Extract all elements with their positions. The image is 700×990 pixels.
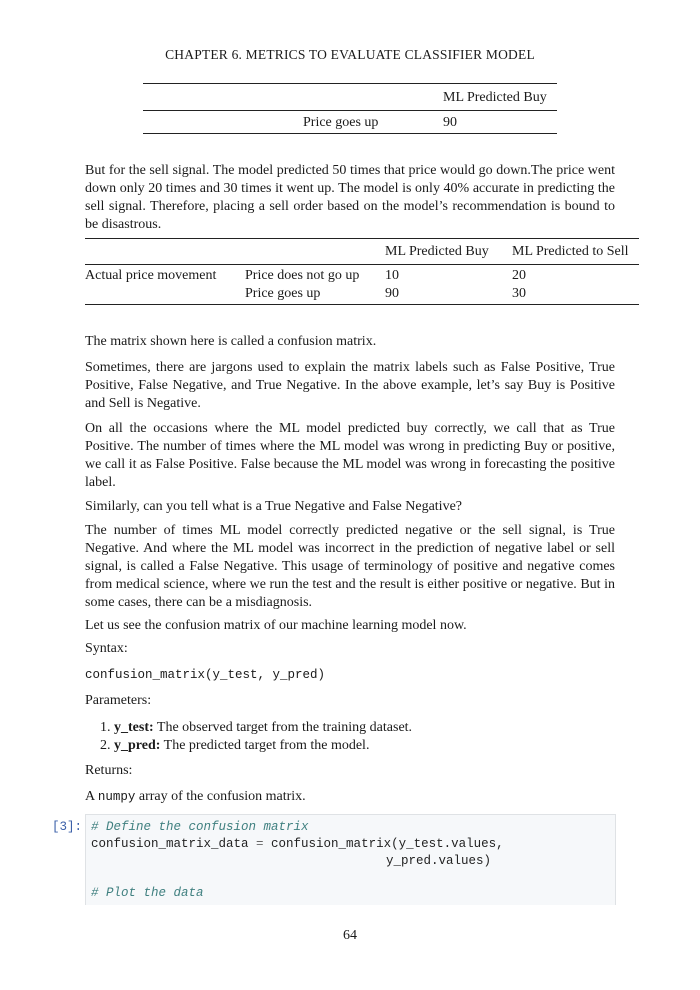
parameter-item bbox=[100, 737, 369, 755]
paragraph-jargon: Sometimes, there are jargons used to explain the matrix labels such as False Positive, True Positive, False Negative, and True Negative. In the above example, let’s say Buy is Positive and Sell is Negative. bbox=[85, 360, 615, 411]
running-head: CHAPTER 6. METRICS TO EVALUATE CLASSIFIER MODEL bbox=[165, 47, 535, 62]
parameter-description: The observed target from the training dataset. bbox=[153, 720, 413, 735]
table2-bottom-rule bbox=[85, 304, 639, 305]
code-variable: confusion_matrix_data bbox=[91, 837, 257, 851]
code-cell[interactable] bbox=[85, 814, 616, 905]
table2-header-sell: ML Predicted to Sell bbox=[512, 244, 629, 259]
paragraph-true-negative: The number of times ML model correctly predicted negative or the sell signal, is True Negative. And where the ML model was incorrect in the prediction of negative label or sell signal, is called a False Negative. This usage of terminology of positive and negative comes from medical science, where we run the test and the result is either positive or negative. But in some cases, there can be a misdiagnosis. bbox=[85, 523, 615, 610]
code-line-continuation: y_pred.values) bbox=[386, 854, 492, 868]
table1-mid-rule bbox=[143, 110, 557, 111]
returns-suffix: array of the confusion matrix. bbox=[135, 789, 306, 804]
returns-description bbox=[85, 789, 306, 805]
table2-cell-buy: 10 bbox=[385, 268, 399, 283]
parameter-number: 2. bbox=[100, 738, 111, 753]
table2-top-rule bbox=[85, 238, 639, 239]
paragraph-let-us-see: Let us see the confusion matrix of our machine learning model now. bbox=[85, 618, 467, 633]
table1-header: ML Predicted Buy bbox=[443, 90, 547, 105]
parameter-number: 1. bbox=[100, 720, 111, 735]
parameter-item bbox=[100, 719, 412, 737]
syntax-code: confusion_matrix(y_test, y_pred) bbox=[85, 668, 326, 682]
returns-label: Returns: bbox=[85, 763, 133, 778]
cell-prompt: [3]: bbox=[52, 820, 83, 834]
parameter-description: The predicted target from the model. bbox=[160, 738, 370, 753]
table1-row-label: Price goes up bbox=[303, 115, 379, 130]
parameter-name: y_pred: bbox=[114, 738, 161, 753]
table2-cell-sell: 20 bbox=[512, 268, 526, 283]
returns-prefix: A bbox=[85, 789, 98, 804]
paragraph-confusion-matrix: The matrix shown here is called a confusion matrix. bbox=[85, 334, 377, 349]
code-call: confusion_matrix(y_test.values, bbox=[263, 837, 504, 851]
table1-bottom-rule bbox=[143, 133, 557, 134]
table2-mid-rule bbox=[85, 264, 639, 265]
page-number: 64 bbox=[343, 928, 357, 943]
code-line bbox=[91, 837, 504, 851]
table2-cell-buy: 90 bbox=[385, 286, 399, 301]
code-comment: # Define the confusion matrix bbox=[91, 820, 309, 834]
code-operator: = bbox=[256, 837, 264, 851]
parameters-label: Parameters: bbox=[85, 693, 152, 708]
paragraph-similarly: Similarly, can you tell what is a True Negative and False Negative? bbox=[85, 499, 463, 514]
code-comment: # Plot the data bbox=[91, 886, 204, 900]
table2-row-label: Price goes up bbox=[245, 286, 321, 301]
paragraph-true-positive: On all the occasions where the ML model predicted buy correctly, we call that as True Positive. The number of times where the ML model was wrong in predicting Buy or positive, we call it as False Positive. False because the ML model was wrong in forecasting the positive label. bbox=[85, 421, 615, 490]
table2-row-label: Price does not go up bbox=[245, 268, 360, 283]
table1-top-rule bbox=[143, 83, 557, 84]
table2-header-buy: ML Predicted Buy bbox=[385, 244, 489, 259]
table2-group-label: Actual price movement bbox=[85, 268, 217, 283]
returns-code: numpy bbox=[97, 790, 136, 804]
parameter-name: y_test: bbox=[114, 720, 154, 735]
paragraph-sell-signal: But for the sell signal. The model predicted 50 times that price would go down.The price went down only 20 times and 30 times it went up. The model is only 40% accurate in predicting the sell signal. Therefore, placing a sell order based on the model’s recommendation is bound to be disastrous. bbox=[85, 163, 615, 232]
syntax-label: Syntax: bbox=[85, 641, 128, 656]
table1-row-value: 90 bbox=[443, 115, 457, 130]
table2-cell-sell: 30 bbox=[512, 286, 526, 301]
